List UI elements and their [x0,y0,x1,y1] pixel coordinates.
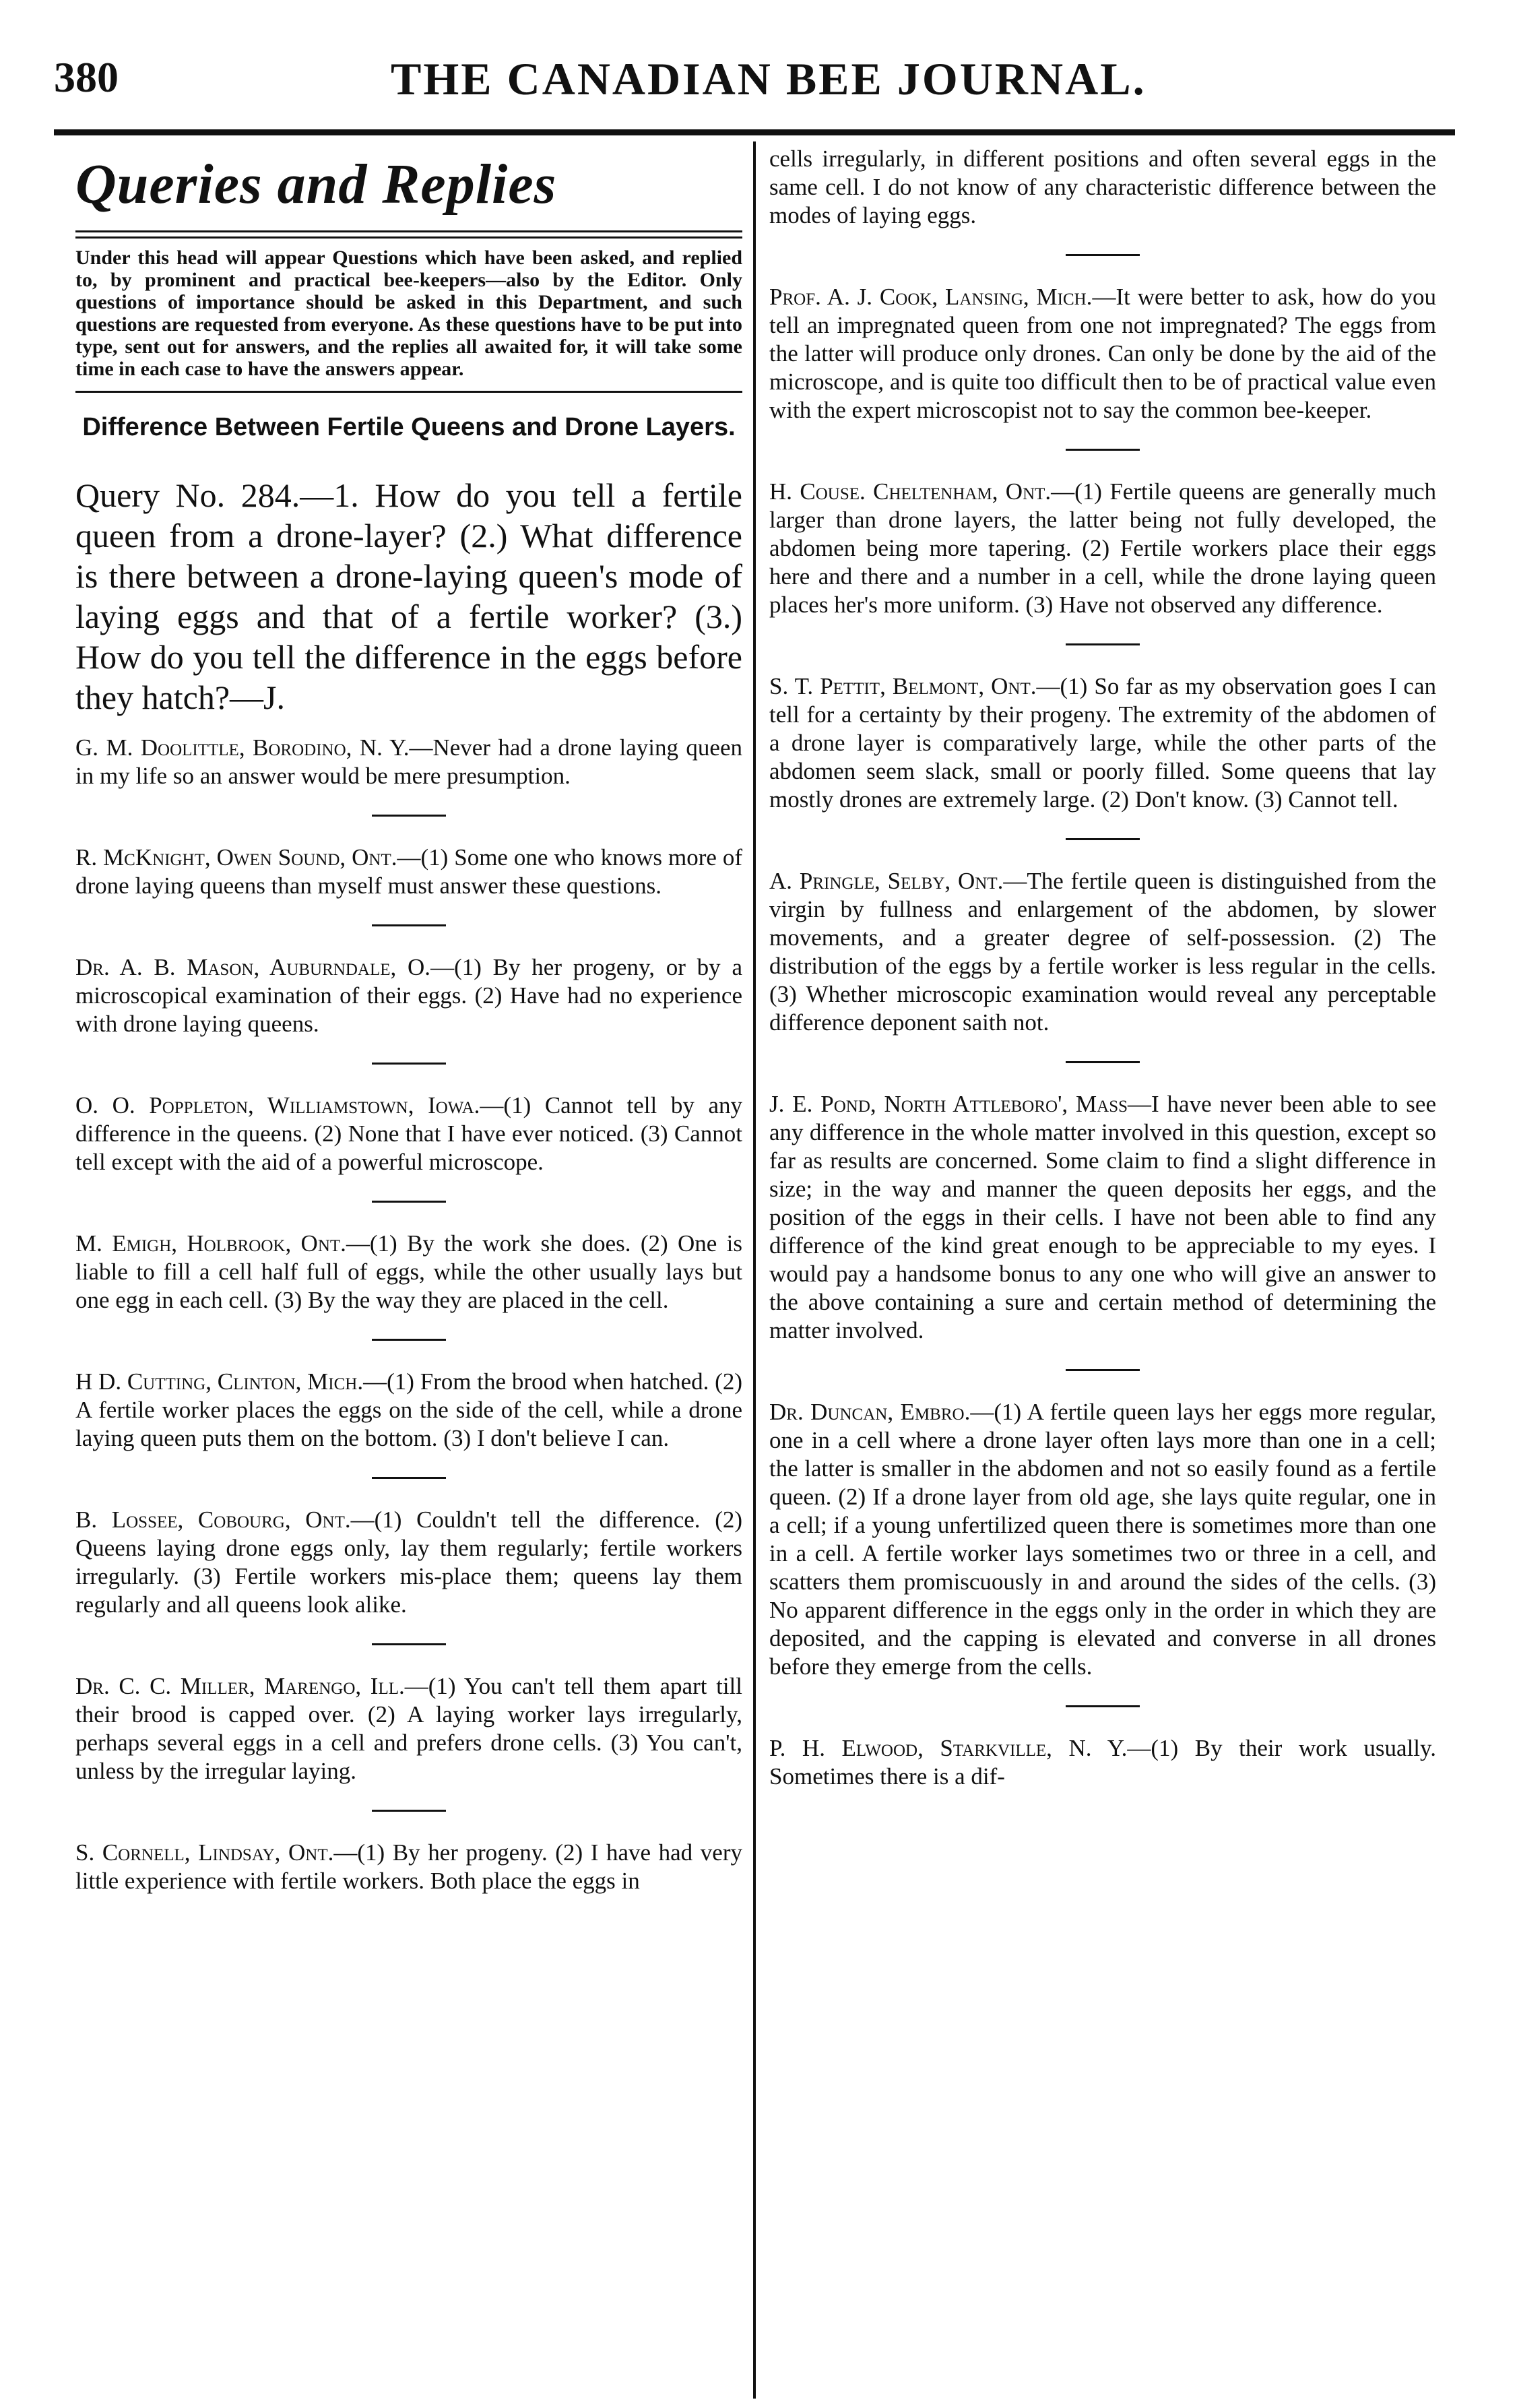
reply-entry [75,953,742,1038]
right-replies [769,254,1436,1791]
reply-text: —It were better to ask, how do you tell an impregnated queen from one not impregnated? The eggs from the latter will produce only drones. Can only be done by the aid of the microscope, and is quite too difficult then to be of practical value even with the expert microscopist not to say the common bee-keeper. [769,284,1436,423]
reply-text: —(1) Couldn't tell the difference. (2) Queens laying drone eggs only, lay them regularly; fertile workers irregularly. (3) Fertile workers mis-place them; queens lay them regularly and all queens look alike. [75,1507,743,1618]
reply-separator [372,1339,446,1341]
reply-text: —(1) By their work usually. Sometimes there is a dif- [769,1735,1436,1789]
page-header [54,53,1428,127]
reply-author: P. H. Elwood, Starkville, N. Y. [769,1735,1128,1761]
reply-separator [1066,1705,1140,1707]
column-divider [753,141,756,2399]
reply-text: —(1) Fertile queens are generally much larger than drone layers, the latter being not fully developed, the abdomen being more tapering. (2) Fertile workers place their eggs here and there and a number in a cell, while the drone laying queen places her's more uniform. (3) Have not observed any difference. [769,478,1436,618]
query-text: Query No. 284.—1. How do you tell a fertile queen from a drone-layer? (2.) What difference is there between a drone-laying queen's mode of laying eggs and that of a fertile worker? (3.) How do you tell the difference in the eggs before they hatch?—J. [75,476,742,716]
reply-entry [769,1398,1436,1681]
reply-author: S. T. Pettit, Belmont, Ont. [769,673,1037,699]
reply-entry [75,734,742,790]
reply-entry [769,1090,1436,1345]
reply-separator [1066,1369,1140,1371]
reply-author: Dr. Duncan, Embro. [769,1399,971,1425]
reply-entry [75,1672,742,1785]
left-column [75,145,742,1895]
reply-separator [372,924,446,926]
reply-text: —(1) A fertile queen lays her eggs more regular, one in a cell where a drone layer often lays more than one in a cell; the latter is smaller in the abdomen and not so easily found as a fertile queen. (2) If a drone layer from old age, she lays quite regular, one in a cell; if a young unfertilized queen there is sometimes more than one in a cell. A fertile worker lays sometimes two or three in a cell, and scatters them promiscuously in and around the sides of the cells. (3) No apparent difference in the eggs only in the order in which they are deposited, and the capping is elevated and converse in all drones before they emerge from the cells. [769,1399,1437,1680]
reply-author: H D. Cutting, Clinton, Mich. [75,1368,364,1395]
reply-separator [1066,1061,1140,1063]
subsection-title: Difference Between Fertile Queens and Drone Layers. [82,413,736,441]
reply-entry [769,672,1436,814]
reply-author: Dr. C. C. Miller, Marengo, Ill. [75,1673,405,1699]
reply-separator [372,1477,446,1479]
reply-entry [769,478,1436,619]
reply-author: Dr. A. B. Mason, Auburndale, O. [75,954,431,980]
left-replies [75,734,742,1895]
right-column [769,145,1436,1791]
reply-separator [1066,643,1140,645]
reply-text: —I have never been able to see any difference in the whole matter involved in this question, except so far as results are concerned. Some claim to find a slight difference in size; in the way and manner the queen deposits her eggs, and the position of the eggs in their cells. I have not been able to find any difference of the kind great enough to be appreciable to my eyes. I would pay a handsome bonus to any one who will give an answer to the above containing a sure and certain method of determining the matter involved. [769,1091,1436,1343]
reply-author: S. Cornell, Lindsay, Ont. [75,1839,334,1866]
reply-separator [372,1810,446,1812]
reply-separator [372,1643,446,1645]
reply-entry [769,283,1436,424]
reply-author: M. Emigh, Holbrook, Ont. [75,1230,346,1257]
header-rule [54,129,1455,135]
reply-text: —(1) From the brood when hatched. (2) A fertile worker places the eggs on the side of the cell, while a drone laying queen puts them on the bottom. (3) I don't believe I can. [75,1368,742,1451]
reply-separator [372,1063,446,1065]
reply-entry [75,1839,742,1895]
reply-author: G. M. Doolittle, Borodino, N. Y. [75,734,410,761]
reply-separator [1066,254,1140,256]
intro-rule [75,391,742,393]
reply-text: —(1) Some one who knows more of drone laying queens than myself must answer these questions. [75,844,742,899]
reply-author: B. Lossee, Cobourg, Ont. [75,1507,351,1533]
reply-separator [372,815,446,817]
section-rule [75,230,742,239]
reply-entry [75,844,742,900]
reply-text: —(1) By her progeny, or by a microscopical examination of their eggs. (2) Have had no experience with drone laying queens. [75,954,742,1037]
continued-reply: cells irregularly, in different positions and often several eggs in the same cell. I do not know of any characteristic difference between the modes of laying eggs. [769,146,1436,228]
page-number: 380 [54,53,119,101]
reply-text: —(1) By her progeny. (2) I have had very little experience with fertile workers. Both place the eggs in [75,1839,742,1894]
reply-text: —(1) You can't tell them apart till their brood is capped over. (2) A laying worker lays irregularly, perhaps several eggs in a cell and prefers drone cells. (3) You can't, unless by the irregular laying. [75,1673,742,1784]
reply-entry [75,1230,742,1314]
section-title: Queries and Replies [75,153,557,216]
reply-entry [75,1506,742,1619]
reply-author: J. E. Pond, North Attleboro', Mass [769,1091,1128,1117]
reply-author: A. Pringle, Selby, Ont. [769,868,1004,894]
reply-author: O. O. Poppleton, Williamstown, Iowa. [75,1092,480,1118]
reply-entry [75,1091,742,1176]
reply-author: R. McKnight, Owen Sound, Ont. [75,844,397,870]
journal-title: THE CANADIAN BEE JOURNAL. [391,53,1147,104]
reply-text: —(1) So far as my observation goes I can tell for a certainty by their progeny. The extremity of the abdomen of a drone layer is comparatively large, while the other parts of the abdomen seem slack, small or poorly filled. Some queens that lay mostly drones are extremely large. (2) Don't know. (3) Cannot tell. [769,673,1436,813]
reply-separator [372,1201,446,1203]
section-intro: Under this head will appear Questions which have been asked, and replied to, by prominent and practical bee-keepers—also by the Editor. Only questions of importance should be asked in this Department, and such questions are requested from everyone. As these questions have to be put into type, sent out for answers, and the replies all awaited for, it will take some time in each case to have the answers appear. [75,247,742,380]
reply-entry [769,1734,1436,1791]
reply-text: —(1) By the work she does. (2) One is liable to fill a cell half full of eggs, while the other usually lays but one egg in each cell. (3) By the way they are placed in the cell. [75,1230,742,1313]
reply-author: H. Couse. Cheltenham, Ont. [769,478,1052,505]
reply-separator [1066,838,1140,840]
reply-text: —(1) Cannot tell by any difference in the queens. (2) None that I have ever noticed. (3) Cannot tell except with the aid of a powerful microscope. [75,1092,742,1175]
reply-text: —The fertile queen is distinguished from the virgin by fullness and enlargement of the abdomen, by slower movements, and a greater degree of self-possession. (2) The distribution of the eggs by a fertile worker is less regular in the cells. (3) Whether microscopic examination would reveal any perceptable difference deponent saith not. [769,868,1436,1036]
reply-separator [1066,449,1140,451]
reply-entry [769,867,1436,1037]
reply-author: Prof. A. J. Cook, Lansing, Mich. [769,284,1093,310]
reply-entry [75,1368,742,1453]
reply-text: —Never had a drone laying queen in my life so an answer would be mere presumption. [75,734,742,789]
